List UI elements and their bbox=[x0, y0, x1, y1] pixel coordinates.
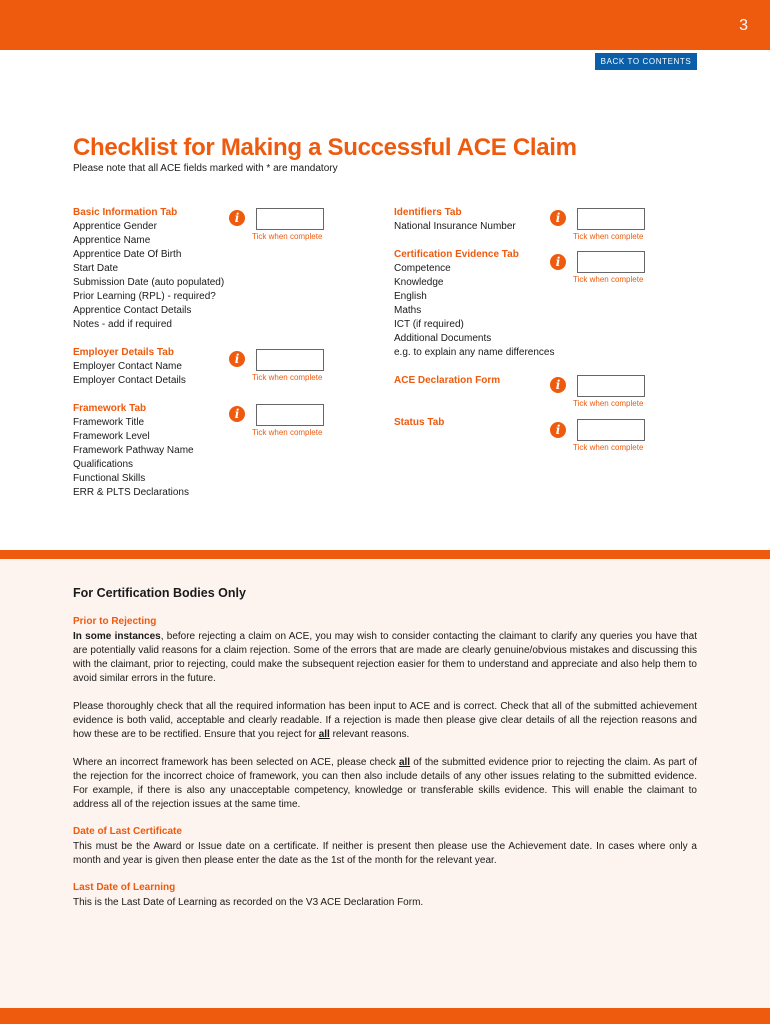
tick-box-employer-details[interactable] bbox=[256, 349, 324, 371]
checklist-item: Employer Contact Name bbox=[73, 361, 182, 372]
tick-box-identifiers[interactable] bbox=[577, 208, 645, 230]
tick-box-basic-information[interactable] bbox=[256, 208, 324, 230]
emphasis-all: all bbox=[398, 757, 411, 768]
tick-label: Tick when complete bbox=[252, 232, 323, 241]
bold-phrase: In some instances bbox=[73, 631, 161, 642]
tick-label: Tick when complete bbox=[573, 443, 644, 452]
info-icon[interactable]: i bbox=[550, 377, 566, 393]
checklist-item: e.g. to explain any name differences bbox=[394, 347, 555, 358]
date-of-last-certificate-heading: Date of Last Certificate bbox=[73, 826, 182, 837]
tick-label: Tick when complete bbox=[573, 399, 644, 408]
employer-details-section bbox=[73, 346, 186, 388]
tick-label: Tick when complete bbox=[573, 275, 644, 284]
checklist-item: Apprentice Gender bbox=[73, 221, 157, 232]
checklist-item: Apprentice Contact Details bbox=[73, 305, 192, 316]
info-icon[interactable]: i bbox=[229, 406, 245, 422]
last-date-of-learning-heading: Last Date of Learning bbox=[73, 882, 176, 893]
info-icon[interactable]: i bbox=[229, 351, 245, 367]
tick-box-certification-evidence[interactable] bbox=[577, 251, 645, 273]
prior-paragraph-1 bbox=[73, 630, 697, 686]
checklist-item: Employer Contact Details bbox=[73, 375, 186, 386]
tick-box-framework[interactable] bbox=[256, 404, 324, 426]
basic-information-section bbox=[73, 206, 224, 332]
checklist-item: National Insurance Number bbox=[394, 221, 516, 232]
footer-bar bbox=[0, 1008, 770, 1024]
section-heading: Status Tab bbox=[394, 417, 445, 428]
section-heading: ACE Declaration Form bbox=[394, 375, 501, 386]
text-run: Where an incorrect framework has been selected on ACE, please check bbox=[73, 757, 399, 768]
section-heading: Basic Information Tab bbox=[73, 207, 178, 218]
certification-title: For Certification Bodies Only bbox=[73, 586, 246, 600]
checklist-item: ERR & PLTS Declarations bbox=[73, 487, 189, 498]
checklist-item: Framework Level bbox=[73, 431, 150, 442]
prior-paragraph-3 bbox=[73, 756, 697, 812]
emphasis-all: all bbox=[318, 729, 330, 740]
checklist-item: Knowledge bbox=[394, 277, 444, 288]
section-heading: Certification Evidence Tab bbox=[394, 249, 519, 260]
tick-box-ace-declaration[interactable] bbox=[577, 375, 645, 397]
text-run: , before rejecting a claim on ACE, you may wish to consider contacting the claimant to clarify any queries you have that are potentially valid reasons for a claim rejection. Some of the errors that are made are clearly genuine/obvious mistakes and discussing this with the claimant, prior to rejecting, could make the subsequent rejection easier for them to understand and appreciate and also help them to avoid similar errors in the future. bbox=[73, 631, 697, 684]
text-run: relevant reasons. bbox=[329, 729, 410, 740]
checklist-item: Functional Skills bbox=[73, 473, 146, 484]
tick-label: Tick when complete bbox=[573, 232, 644, 241]
date-of-last-certificate-text: This must be the Award or Issue date on a certificate. If neither is present then please use the Achievement date. In cases where only a month and year is given then please enter the date as the 1st of the month for the relevant year. bbox=[73, 841, 697, 866]
text-run: Please thoroughly check that all the required information has been input to ACE and is correct. Check that all of the submitted achievement evidence is both valid, acceptable and clearly readable. If a rejection is made then please give clear details of all the rejection reasons and how these are to be rectified. Ensure that you reject for bbox=[73, 701, 697, 740]
prior-to-rejecting-heading: Prior to Rejecting bbox=[73, 616, 157, 627]
section-heading: Identifiers Tab bbox=[394, 207, 462, 218]
info-icon[interactable]: i bbox=[550, 210, 566, 226]
info-icon[interactable]: i bbox=[550, 422, 566, 438]
text-run: of the submitted evidence prior to rejecting the claim. As part of the rejection for the incorrect choice of framework, you can then also include details of any other issues relating to the submitted evidence. For example, if there is also any unacceptable competency, knowledge or transferable skills evidence. This will enable the claimant to address all of the rejection issues at the same time. bbox=[73, 757, 697, 810]
checklist-item: Additional Documents bbox=[394, 333, 492, 344]
checklist-item: Framework Title bbox=[73, 417, 145, 428]
prior-paragraph-2 bbox=[73, 700, 697, 742]
checklist-item: Notes - add if required bbox=[73, 319, 172, 330]
checklist-item: Start Date bbox=[73, 263, 119, 274]
checklist-item: Apprentice Name bbox=[73, 235, 151, 246]
checklist-item: Apprentice Date Of Birth bbox=[73, 249, 182, 260]
section-heading: Employer Details Tab bbox=[73, 347, 174, 358]
last-date-of-learning-text: This is the Last Date of Learning as recorded on the V3 ACE Declaration Form. bbox=[73, 897, 424, 908]
info-icon[interactable]: i bbox=[550, 254, 566, 270]
ace-declaration-section bbox=[394, 374, 500, 388]
tick-label: Tick when complete bbox=[252, 373, 323, 382]
section-divider bbox=[0, 550, 770, 559]
info-icon[interactable]: i bbox=[229, 210, 245, 226]
header-bar bbox=[0, 0, 770, 50]
tick-label: Tick when complete bbox=[252, 428, 323, 437]
page-number: 3 bbox=[739, 17, 748, 34]
checklist-item: Qualifications bbox=[73, 459, 134, 470]
status-section bbox=[394, 416, 444, 430]
checklist-item: Framework Pathway Name bbox=[73, 445, 194, 456]
framework-section bbox=[73, 402, 194, 500]
checklist-item: English bbox=[394, 291, 427, 302]
checklist-item: Submission Date (auto populated) bbox=[73, 277, 225, 288]
checklist-item: Competence bbox=[394, 263, 451, 274]
identifiers-section bbox=[394, 206, 516, 234]
checklist-item: Prior Learning (RPL) - required? bbox=[73, 291, 216, 302]
tick-box-status[interactable] bbox=[577, 419, 645, 441]
certification-evidence-section bbox=[394, 248, 554, 360]
checklist-item: ICT (if required) bbox=[394, 319, 464, 330]
page-title: Checklist for Making a Successful ACE Claim bbox=[73, 134, 577, 161]
back-to-contents-button[interactable]: BACK TO CONTENTS bbox=[595, 53, 697, 70]
section-heading: Framework Tab bbox=[73, 403, 147, 414]
page-subtitle: Please note that all ACE fields marked with * are mandatory bbox=[73, 163, 338, 174]
checklist-item: Maths bbox=[394, 305, 422, 316]
